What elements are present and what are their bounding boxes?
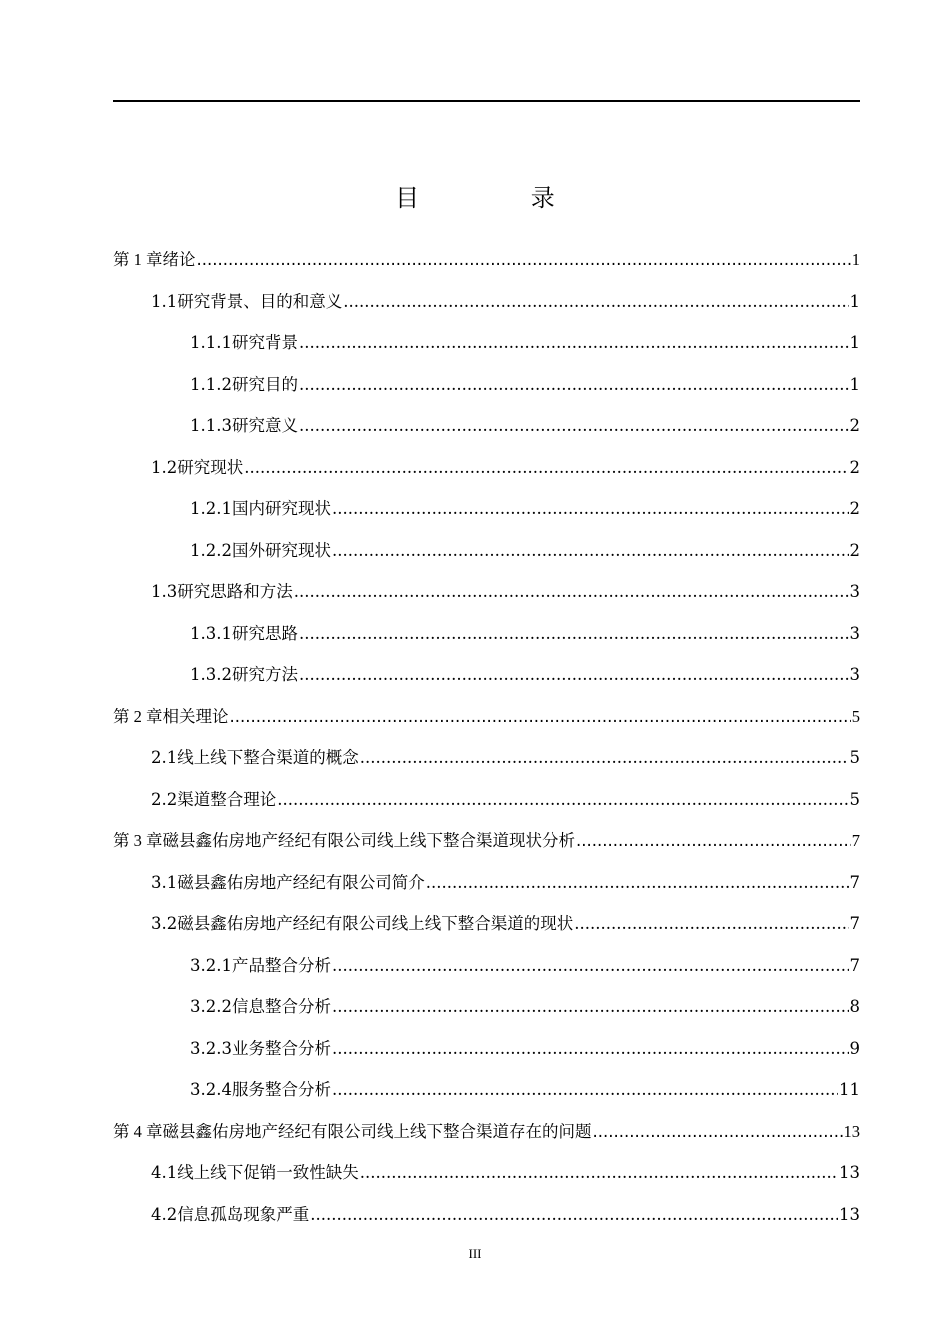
toc-entry-page: 2 (849, 416, 860, 435)
toc-entry-number: 1.3.1 (190, 623, 232, 643)
toc-entry[interactable] (113, 1159, 860, 1201)
toc-entry[interactable] (113, 412, 860, 454)
toc-entry-page: 11 (839, 1080, 860, 1099)
header-rule (113, 100, 860, 102)
toc-leader-dots (299, 624, 849, 643)
toc-leader-dots (277, 790, 848, 809)
toc-entry[interactable] (113, 993, 860, 1035)
toc-entry-page: 1 (849, 291, 860, 311)
toc-entry-number: 3.2.4 (190, 1080, 232, 1099)
toc-leader-dots (360, 1163, 838, 1182)
toc-entry-number: 4.1 (151, 1163, 178, 1182)
toc-entry-title: 线上线下促销一致性缺失 (177, 1163, 359, 1182)
toc-entry[interactable] (113, 288, 860, 330)
toc-entry-title: 国内研究现状 (231, 499, 331, 518)
toc-entry-title: 相关理论 (162, 706, 229, 726)
page-number-footer: III (468, 1246, 482, 1261)
toc-entry-number: 3.2.1 (190, 955, 232, 975)
toc-entry-title: 服务整合分析 (231, 1080, 331, 1099)
toc-entry-title: 国外研究现状 (231, 540, 331, 560)
toc-entry-number: 1.2.2 (190, 540, 232, 560)
toc-entry-title: 业务整合分析 (231, 1038, 331, 1058)
toc-entry[interactable] (113, 495, 860, 537)
toc-leader-dots (310, 1205, 838, 1224)
toc-entry[interactable] (113, 869, 860, 911)
toc-entry[interactable] (113, 329, 860, 371)
toc-leader-dots (593, 1122, 843, 1141)
toc-entry-title: 研究背景 (231, 333, 298, 352)
toc-entry-page: 3 (849, 665, 860, 684)
toc-entry-page: 13 (843, 1121, 860, 1141)
toc-entry-title: 磁县鑫佑房地产经纪有限公司简介 (177, 872, 425, 892)
toc-entry-number: 4.2 (151, 1204, 178, 1224)
toc-leader-dots (332, 1039, 849, 1058)
toc-list (113, 246, 860, 1242)
toc-entry-page: 8 (849, 997, 860, 1016)
toc-entry-page: 7 (849, 955, 860, 975)
toc-entry[interactable] (113, 1076, 860, 1118)
toc-entry[interactable] (113, 537, 860, 579)
toc-entry[interactable] (113, 578, 860, 620)
toc-leader-dots (299, 416, 849, 435)
toc-leader-dots (332, 499, 849, 518)
toc-entry-title: 研究目的 (231, 374, 298, 394)
toc-entry-page: 13 (839, 1204, 860, 1224)
toc-entry-title: 渠道整合理论 (177, 789, 277, 809)
toc-entry[interactable] (113, 1035, 860, 1077)
toc-entry-number: 3.2.2 (190, 997, 232, 1016)
toc-entry-number: 1.1 (151, 291, 178, 311)
toc-entry-title: 绪论 (162, 250, 196, 269)
toc-entry[interactable] (113, 786, 860, 828)
toc-entry-title: 信息孤岛现象严重 (177, 1204, 310, 1224)
toc-leader-dots (576, 831, 851, 850)
toc-leader-dots (574, 914, 848, 933)
toc-leader-dots (299, 375, 849, 394)
toc-entry-number: 1.2.1 (190, 499, 232, 518)
toc-entry[interactable] (113, 1118, 860, 1160)
toc-entry-title: 信息整合分析 (231, 997, 331, 1016)
toc-entry-title: 研究方法 (231, 665, 298, 684)
toc-entry-page: 3 (849, 582, 860, 601)
toc-entry-page: 1 (849, 374, 860, 394)
toc-entry-number: 第 4 章 (113, 1121, 163, 1141)
toc-leader-dots (197, 250, 851, 269)
toc-entry-page: 1 (849, 333, 860, 352)
toc-entry-number: 1.1.1 (190, 333, 232, 352)
toc-leader-dots (360, 748, 849, 767)
toc-entry-number: 3.1 (151, 872, 178, 892)
toc-entry-title: 磁县鑫佑房地产经纪有限公司线上线下整合渠道现状分析 (162, 831, 575, 850)
toc-entry-page: 2 (849, 457, 860, 477)
toc-entry[interactable] (113, 620, 860, 662)
toc-leader-dots (299, 665, 849, 684)
toc-entry-number: 1.1.3 (190, 416, 232, 435)
toc-entry-page: 7 (851, 831, 860, 850)
toc-entry-page: 2 (849, 499, 860, 518)
toc-leader-dots (332, 956, 849, 975)
toc-entry-title: 磁县鑫佑房地产经纪有限公司线上线下整合渠道的现状 (177, 914, 574, 933)
toc-entry-page: 5 (849, 748, 860, 767)
toc-entry-title: 研究思路和方法 (177, 582, 293, 601)
toc-entry-number: 3.2 (151, 914, 178, 933)
toc-leader-dots (230, 707, 851, 726)
toc-leader-dots (332, 997, 849, 1016)
toc-entry[interactable] (113, 744, 860, 786)
toc-entry[interactable] (113, 827, 860, 869)
toc-entry-number: 1.2 (151, 457, 178, 477)
toc-entry-title: 线上线下整合渠道的概念 (177, 748, 359, 767)
toc-entry[interactable] (113, 371, 860, 413)
toc-entry-number: 1.3.2 (190, 665, 232, 684)
toc-entry-page: 3 (849, 623, 860, 643)
toc-entry-title: 产品整合分析 (231, 955, 331, 975)
toc-leader-dots (244, 458, 848, 477)
toc-entry[interactable] (113, 454, 860, 496)
toc-leader-dots (343, 292, 848, 311)
toc-entry-number: 1.1.2 (190, 374, 232, 394)
toc-entry-number: 第 2 章 (113, 706, 163, 726)
toc-entry-page: 2 (849, 540, 860, 560)
toc-entry-number: 3.2.3 (190, 1038, 232, 1058)
toc-leader-dots (332, 541, 849, 560)
toc-entry-title: 磁县鑫佑房地产经纪有限公司线上线下整合渠道存在的问题 (162, 1121, 592, 1141)
toc-title: 目 录 (395, 184, 607, 212)
toc-entry-page: 9 (849, 1038, 860, 1058)
toc-entry-page: 5 (849, 789, 860, 809)
toc-entry[interactable] (113, 703, 860, 745)
toc-entry-number: 第 3 章 (113, 831, 163, 850)
toc-entry[interactable] (113, 661, 860, 703)
toc-entry-page: 13 (839, 1163, 860, 1182)
toc-entry[interactable] (113, 910, 860, 952)
toc-entry-number: 第 1 章 (113, 250, 163, 269)
toc-entry[interactable] (113, 246, 860, 288)
toc-entry-title: 研究现状 (177, 457, 244, 477)
toc-entry-number: 2.2 (151, 789, 178, 809)
toc-entry-page: 5 (851, 706, 860, 726)
toc-entry[interactable] (113, 952, 860, 994)
toc-entry-number: 1.3 (151, 582, 178, 601)
toc-entry[interactable] (113, 1201, 860, 1243)
toc-entry-title: 研究背景、目的和意义 (177, 291, 343, 311)
toc-leader-dots (299, 333, 849, 352)
toc-entry-page: 7 (849, 872, 860, 892)
toc-leader-dots (332, 1080, 838, 1099)
toc-entry-page: 7 (849, 914, 860, 933)
toc-leader-dots (294, 582, 849, 601)
toc-entry-title: 研究思路 (231, 623, 298, 643)
toc-entry-title: 研究意义 (231, 416, 298, 435)
toc-entry-page: 1 (851, 250, 860, 269)
toc-leader-dots (426, 873, 849, 892)
toc-entry-number: 2.1 (151, 748, 178, 767)
